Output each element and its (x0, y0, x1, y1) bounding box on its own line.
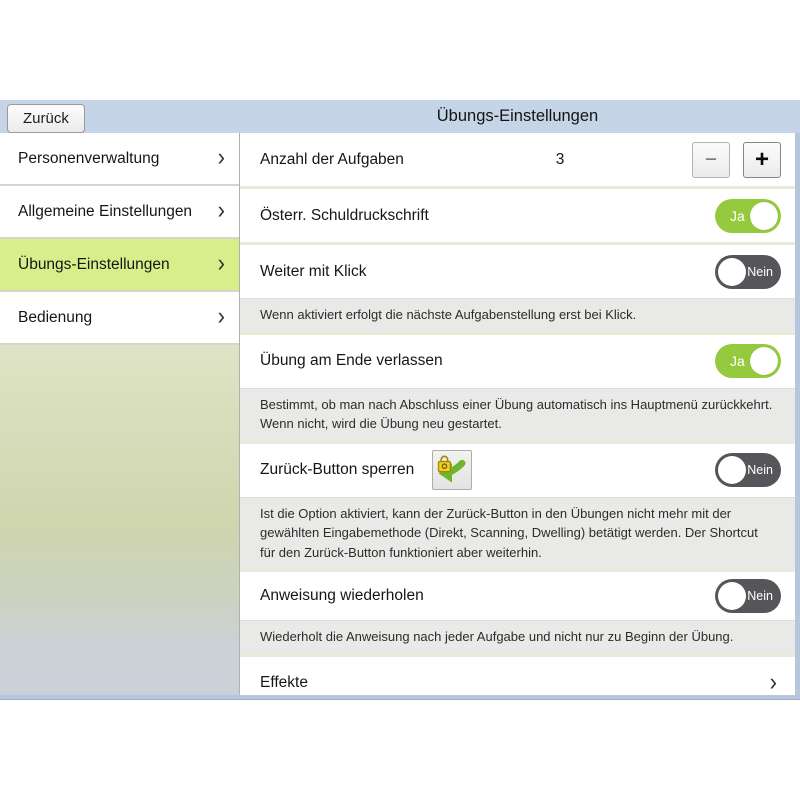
page-title: Übungs-Einstellungen (436, 107, 599, 125)
toggle-state-label: Nein (747, 589, 773, 603)
continue-on-click-label: Weiter mit Klick (260, 262, 367, 280)
back-button[interactable]: Zurück (7, 104, 85, 133)
sidebar-item-label: Bedienung (18, 308, 93, 326)
setting-group-repeat-instruction (240, 572, 795, 657)
leave-at-end-label: Übung am Ende verlassen (260, 352, 443, 369)
toggle-state-label: Nein (747, 264, 773, 279)
settings-list (240, 133, 795, 695)
toggle-knob (718, 258, 746, 286)
sidebar-item-bedienung[interactable] (0, 292, 239, 345)
minus-icon: − (704, 147, 718, 171)
toggle-state-label: Ja (730, 207, 745, 224)
leave-at-end-description: Bestimmt, ob man nach Abschluss einer Übung automatisch ins Hauptmenü zurückkehrt. Wenn nicht, wird die Übung neu gestartet. (240, 388, 795, 441)
continue-on-click-description: Wenn aktiviert erfolgt die nächste Aufgabenstellung erst bei Klick. (240, 298, 795, 332)
header-bar (0, 100, 800, 133)
settings-app-window (0, 100, 800, 700)
sidebar (0, 133, 240, 695)
lock-back-button-label: Zurück-Button sperren (260, 461, 415, 478)
chevron-right-icon: › (217, 194, 225, 224)
toggle-knob (718, 582, 746, 610)
locked-back-button-icon (432, 450, 472, 490)
task-count-value: 3 (555, 150, 565, 168)
leave-at-end-toggle[interactable] (715, 344, 781, 378)
austrian-script-toggle[interactable] (715, 199, 781, 233)
austrian-script-label: Österr. Schuldruckschrift (260, 206, 429, 224)
chevron-right-icon: › (217, 300, 225, 330)
austrian-script-row (240, 189, 795, 242)
toggle-knob (718, 456, 746, 484)
effects-row[interactable] (240, 657, 795, 696)
setting-group-leave-at-end (240, 335, 795, 444)
setting-group-lock-back-button (240, 444, 795, 573)
lock-back-button-row (240, 444, 795, 497)
repeat-instruction-label: Anweisung wiederholen (260, 587, 424, 604)
repeat-instruction-toggle[interactable] (715, 579, 781, 613)
setting-group-effects (240, 657, 795, 696)
leave-at-end-row (240, 335, 795, 388)
toggle-knob (750, 347, 778, 375)
sidebar-item-uebungs-einstellungen[interactable] (0, 239, 239, 292)
toggle-state-label: Ja (730, 353, 745, 369)
sidebar-item-personenverwaltung[interactable] (0, 133, 239, 186)
sidebar-item-label: Übungs-Einstellungen (18, 255, 170, 273)
toggle-state-label: Nein (747, 463, 773, 477)
plus-icon: + (754, 145, 769, 173)
sidebar-item-label: Allgemeine Einstellungen (18, 202, 193, 220)
setting-group-austrian-script (240, 189, 795, 245)
repeat-instruction-row (240, 572, 795, 620)
decrement-button[interactable] (692, 142, 730, 178)
sidebar-item-allgemeine-einstellungen[interactable] (0, 186, 239, 239)
increment-button[interactable] (743, 142, 781, 178)
chevron-right-icon: › (769, 666, 777, 695)
lock-back-button-description: Ist die Option aktiviert, kann der Zurück-Button in den Übungen nicht mehr mit der gewählten Eingabemethode (Direkt, Scanning, Dwelling) betätigt werden. Der Shortcut für den Zurück-Button funktioniert aber weiterhin. (240, 497, 795, 570)
lock-back-button-toggle[interactable] (715, 453, 781, 487)
task-count-row (240, 133, 795, 186)
task-count-stepper (692, 142, 781, 178)
continue-on-click-row (240, 245, 795, 298)
setting-group-task-count (240, 133, 795, 189)
toggle-knob (750, 202, 778, 230)
task-count-label: Anzahl der Aufgaben (260, 150, 404, 168)
continue-on-click-toggle[interactable] (715, 255, 781, 289)
chevron-right-icon: › (217, 247, 225, 277)
setting-group-continue-on-click (240, 245, 795, 335)
repeat-instruction-description: Wiederholt die Anweisung nach jeder Aufgabe und nicht nur zu Beginn der Übung. (240, 620, 795, 654)
effects-label: Effekte (260, 674, 308, 691)
sidebar-item-label: Personenverwaltung (18, 149, 160, 167)
chevron-right-icon: › (217, 141, 225, 171)
